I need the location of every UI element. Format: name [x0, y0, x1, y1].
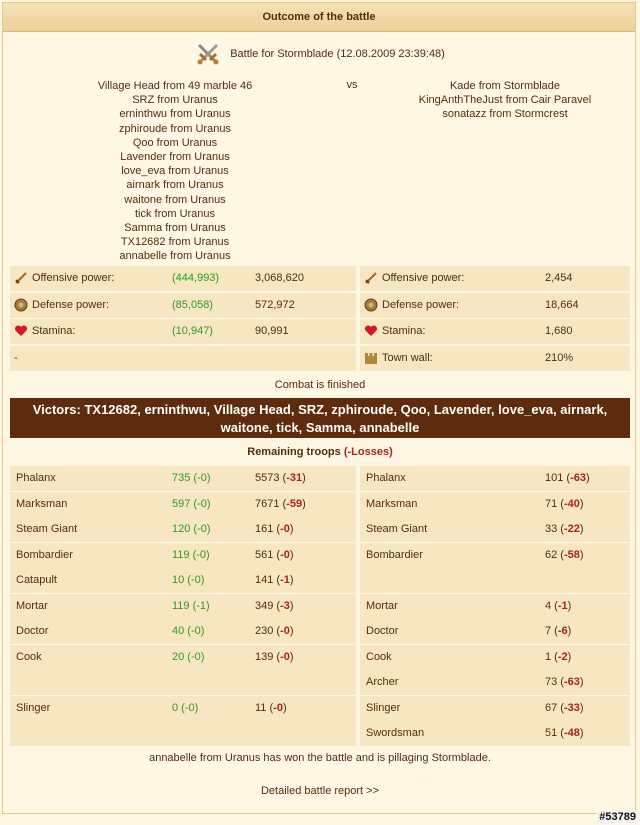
- troop-right: [360, 466, 630, 491]
- troop-remaining: 0 (-0): [172, 701, 199, 714]
- remaining-label: Remaining troops: [247, 446, 341, 458]
- troop-count-value: 51: [545, 727, 558, 739]
- troop-loss: -1: [557, 599, 568, 612]
- heart-icon: [14, 324, 28, 338]
- troop-count: 7671 (-59): [255, 497, 306, 510]
- troop-loss: -0: [273, 701, 283, 714]
- stat-label: [14, 346, 18, 371]
- troop-loss: -0: [280, 625, 290, 637]
- attacker-name: airnark from Uranus: [126, 179, 224, 192]
- troop-row: [10, 696, 630, 721]
- troop-count: 139 (-0): [255, 650, 294, 663]
- troop-remaining: 20 (-0): [172, 650, 205, 663]
- troop-loss: -2: [557, 650, 568, 663]
- troop-count-value: 141: [255, 574, 274, 586]
- victors-line-1: Victors: TX12682, erninthwu, Village Head, SRZ, zphiroude, Qoo, Lavender, love_eva, airnark,: [32, 402, 608, 417]
- stat-right: [360, 346, 630, 371]
- troop-name: Phalanx: [366, 472, 406, 484]
- troop-remaining: 735 (-0): [172, 472, 211, 484]
- troop-loss: -59: [286, 497, 303, 510]
- attacker-name: erninthwu from Uranus: [119, 108, 231, 121]
- troop-count: 71 (-40): [545, 497, 584, 510]
- victors-banner: [10, 398, 630, 438]
- troop-remaining: 10 (-0): [172, 574, 205, 586]
- sword-icon: [364, 271, 378, 285]
- troop-row: [10, 670, 630, 695]
- troop-loss: -6: [557, 625, 568, 637]
- troop-name: Phalanx: [16, 472, 56, 484]
- stat-left: [10, 346, 356, 371]
- troop-count-value: 71: [545, 497, 558, 510]
- stat-loss: (444,993): [172, 272, 220, 284]
- troop-count-value: 73: [545, 676, 558, 688]
- troop-count-value: 349: [255, 599, 274, 612]
- troop-name: Doctor: [366, 625, 399, 637]
- troop-name: Mortar: [16, 599, 48, 612]
- troop-name: Swordsman: [366, 727, 425, 739]
- troop-name: Cook: [16, 650, 42, 663]
- troop-right: [360, 492, 630, 517]
- troop-loss: -22: [563, 523, 580, 535]
- stat-label-text: Defense power:: [382, 298, 460, 311]
- defender-name: Kade from Stormblade: [449, 80, 561, 92]
- stat-label-text: -: [14, 351, 18, 364]
- troop-row: [10, 492, 630, 517]
- defender-name: KingAnthTheJust from Cair Paravel: [418, 94, 592, 107]
- troop-right: [360, 594, 630, 619]
- troop-name: Marksman: [16, 497, 68, 510]
- stat-left: [10, 319, 356, 344]
- stat-label-text: Offensive power:: [32, 272, 115, 284]
- stat-row: [10, 319, 630, 344]
- troop-remaining: 120 (-0): [172, 523, 211, 535]
- stat-value: 90,991: [255, 325, 289, 337]
- heart-icon: [364, 324, 378, 338]
- stat-right: [360, 319, 630, 344]
- troop-loss: -0: [280, 548, 290, 561]
- troop-remaining: 597 (-0): [172, 497, 211, 510]
- troop-name: Doctor: [16, 625, 49, 637]
- troop-left: [10, 568, 356, 593]
- troop-name: Steam Giant: [16, 523, 78, 535]
- attacker-list: [70, 79, 280, 264]
- troop-right: [360, 619, 630, 644]
- troop-left: [10, 594, 356, 619]
- troop-row: [10, 645, 630, 670]
- troop-right: [360, 721, 630, 746]
- stat-label: [14, 266, 114, 291]
- combat-status: Combat is finished: [274, 379, 366, 391]
- troop-loss: -1: [280, 574, 290, 586]
- troop-count: 67 (-33): [545, 701, 584, 714]
- troop-row: [10, 466, 630, 491]
- losses-label: (-Losses): [343, 446, 393, 458]
- attacker-name: Qoo from Uranus: [132, 136, 218, 149]
- attacker-name: annabelle from Uranus: [119, 250, 231, 263]
- troop-count-value: 1: [545, 650, 552, 663]
- stat-value: 18,664: [545, 298, 579, 311]
- stat-label-text: Stamina:: [32, 325, 76, 337]
- troop-count-value: 5573: [255, 472, 280, 484]
- troop-left: [10, 696, 356, 721]
- troop-loss: -48: [563, 727, 580, 739]
- troop-right: [360, 696, 630, 721]
- victors-line-2: waitone, tick, Samma, annabelle: [220, 420, 420, 435]
- troop-count-value: 67: [545, 701, 558, 714]
- troop-count-value: 7: [545, 625, 552, 637]
- troop-name: Bombardier: [16, 548, 73, 561]
- troop-name: Cook: [366, 650, 392, 663]
- troop-loss: -31: [286, 472, 303, 484]
- troop-count: 141 (-1): [255, 574, 294, 586]
- troop-loss: -33: [563, 701, 580, 714]
- troop-remaining: 119 (-1): [172, 599, 210, 612]
- troop-row: [10, 568, 630, 593]
- troop-name: Mortar: [366, 599, 398, 612]
- stat-label: [14, 293, 109, 318]
- troop-left: [10, 619, 356, 644]
- stat-label: [364, 319, 425, 344]
- troop-name: Steam Giant: [366, 523, 428, 535]
- stat-label: [14, 319, 75, 344]
- troop-name: Slinger: [16, 701, 51, 714]
- troop-count-value: 4: [545, 599, 552, 612]
- troop-right: [360, 670, 630, 695]
- troop-right: [360, 568, 630, 593]
- panel-title: Outcome of the battle: [3, 3, 635, 32]
- wall-icon: [364, 351, 378, 365]
- troop-count-value: 139: [255, 650, 274, 663]
- stat-loss: (10,947): [172, 325, 213, 337]
- troop-count: 349 (-3): [255, 599, 294, 612]
- troop-row: [10, 594, 630, 619]
- attacker-name: love_eva from Uranus: [121, 165, 229, 178]
- troop-loss: -40: [563, 497, 580, 510]
- troop-loss: -3: [280, 599, 290, 612]
- stat-value: 2,454: [545, 272, 573, 284]
- attacker-name: zphiroude from Uranus: [119, 122, 231, 135]
- troop-loss: -0: [280, 523, 290, 535]
- troop-row: [10, 619, 630, 644]
- troop-left: [10, 492, 356, 517]
- troop-count-value: 7671: [255, 497, 280, 510]
- troop-left: [10, 721, 356, 746]
- troop-name: Slinger: [366, 701, 401, 714]
- troop-count: 5573 (-31): [255, 472, 306, 484]
- troop-name: Catapult: [16, 574, 57, 586]
- troop-remaining: 40 (-0): [172, 625, 205, 637]
- attacker-name: TX12682 from Uranus: [120, 236, 230, 249]
- vs-label: vs: [346, 79, 358, 91]
- troop-left: [10, 517, 356, 542]
- stat-loss: (85,058): [172, 298, 213, 311]
- stat-label: [364, 293, 459, 318]
- troop-name: Marksman: [366, 497, 418, 510]
- troop-left: [10, 466, 356, 491]
- troop-row: [10, 517, 630, 542]
- troop-right: [360, 543, 630, 568]
- sword-icon: [14, 271, 28, 285]
- troop-row: [10, 721, 630, 746]
- troop-count: 62 (-58): [545, 548, 584, 561]
- troop-count-value: 230: [255, 625, 274, 637]
- crossed-swords-icon: [195, 41, 221, 67]
- stat-value: 1,680: [545, 325, 573, 337]
- troop-left: [10, 645, 356, 670]
- attacker-name: Village Head from 49 marble 46: [97, 80, 253, 92]
- attacker-name: Samma from Uranus: [124, 222, 226, 235]
- troop-count-value: 161: [255, 523, 274, 535]
- stat-right: [360, 293, 630, 318]
- troop-count-value: 33: [545, 523, 558, 535]
- troop-loss: -0: [280, 650, 290, 663]
- troop-count: 7 (-6): [545, 625, 572, 637]
- troop-count: 101 (-63): [545, 472, 590, 484]
- troop-count: 1 (-2): [545, 650, 572, 663]
- troop-left: [10, 543, 356, 568]
- troop-count-value: 62: [545, 548, 558, 561]
- troop-count-value: 101: [545, 472, 564, 484]
- stat-value: 3,068,620: [255, 272, 304, 284]
- troop-loss: -63: [563, 676, 580, 688]
- stat-value: 210%: [545, 351, 574, 364]
- troop-row: [10, 543, 630, 568]
- stat-row: [10, 293, 630, 318]
- troop-count-value: 561: [255, 548, 274, 561]
- shield-icon: [364, 298, 378, 312]
- stat-label-text: Stamina:: [382, 325, 426, 337]
- troop-count: 33 (-22): [545, 523, 584, 535]
- attacker-name: Lavender from Uranus: [120, 151, 230, 164]
- stat-label-text: Offensive power:: [382, 272, 465, 284]
- stat-label-text: Town wall:: [382, 351, 433, 364]
- troop-count: 561 (-0): [255, 548, 294, 561]
- attacker-name: waitone from Uranus: [124, 193, 226, 206]
- battle-header: [0, 40, 640, 68]
- troop-name: Bombardier: [366, 548, 423, 561]
- remaining-troops-heading: [0, 444, 640, 460]
- stat-label-text: Defense power:: [32, 298, 110, 311]
- stat-left: [10, 266, 356, 291]
- stat-value: 572,972: [255, 298, 295, 311]
- troop-count: 4 (-1): [545, 599, 572, 612]
- troop-left: [10, 670, 356, 695]
- defender-list: [380, 79, 630, 122]
- defender-name: sonatazz from Stormcrest: [442, 108, 568, 121]
- troop-count: 11 (-0): [255, 701, 287, 714]
- battle-result: annabelle from Uranus has won the battle and is pillaging Stormblade.: [149, 752, 491, 764]
- troop-count: 230 (-0): [255, 625, 294, 637]
- troop-count: 161 (-0): [255, 523, 294, 535]
- stat-row: [10, 346, 630, 371]
- troop-remaining: 119 (-0): [172, 548, 210, 561]
- stat-row: [10, 266, 630, 291]
- stat-label: [364, 266, 464, 291]
- shield-icon: [14, 298, 28, 312]
- watermark: #53789: [599, 811, 636, 823]
- troop-count: 73 (-63): [545, 676, 584, 688]
- battle-title: Battle for Stormblade (12.08.2009 23:39:48): [230, 48, 445, 61]
- stat-right: [360, 266, 630, 291]
- attacker-name: tick from Uranus: [134, 207, 216, 220]
- detailed-report-link[interactable]: Detailed battle report >>: [260, 785, 380, 797]
- troop-loss: -58: [563, 548, 580, 561]
- troop-count-value: 11: [255, 701, 267, 714]
- stat-left: [10, 293, 356, 318]
- troop-name: Archer: [366, 676, 399, 688]
- stat-label: [364, 346, 433, 371]
- troop-loss: -63: [570, 472, 586, 484]
- attacker-name: SRZ from Uranus: [132, 94, 218, 107]
- troop-count: 51 (-48): [545, 727, 584, 739]
- troop-right: [360, 517, 630, 542]
- troop-right: [360, 645, 630, 670]
